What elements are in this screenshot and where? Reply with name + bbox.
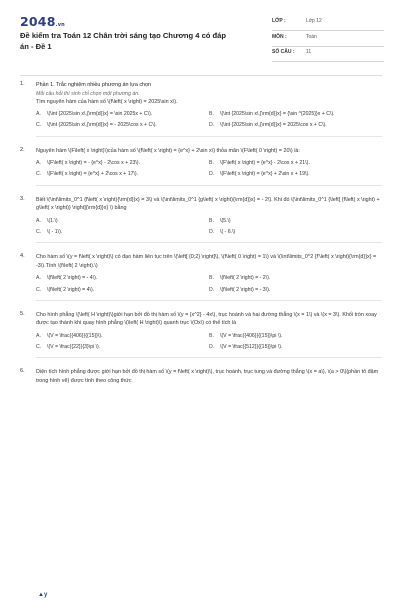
option-a[interactable]: A. \(F\left( x \right) = - {e^x} - 2\cos x + 23\). xyxy=(36,160,140,167)
option-b[interactable]: B. \(f\left( 2 \right) = - 2\). xyxy=(209,275,271,282)
question-number: 6. xyxy=(20,368,25,375)
option-c[interactable]: C. \(F\left( x \right) = {e^x} + 2\cos x + 17\). xyxy=(36,171,139,178)
question-text: Biết \(\int\limits_0^1 {f\left( x \right){\rm{d}}x} = 3\) và \(\int\limits_0^1 {g\left( x \right){\rm{d}}x} = - 2\). Khi đó \(\int\limits_0^1 {\left[ {f\left( x \right) + g\left( x \right)} \right]{\rm{d}}x} \) bằng xyxy=(36,196,380,212)
logo-main: 2048 xyxy=(20,14,56,29)
option-c[interactable]: C. \(V = \frac{{22}}{3}\pi \). xyxy=(36,344,101,351)
document-title: Đề kiểm tra Toán 12 Chân trời sáng tạo Chương 4 có đáp án - Đề 1 xyxy=(20,31,227,51)
section-instruction: Mỗi câu hỏi thí sinh chỉ chọn một phương án. xyxy=(36,90,140,97)
question-5 xyxy=(20,311,382,359)
option-b[interactable]: B. \(V = \frac{{406}}{{15}}\pi \). xyxy=(209,332,283,339)
question-text: Cho hình phẳng \(\left( H \right)\)giới hạn bởi đồ thị hàm số \(y = {x^2} - 4x\), trục hoành và hai đường thẳng \(x = 1\) và \(x = 3\). Khối tròn xoay được tạo thành khi quay hình phẳng \(\left( H \right)\) quanh trục \(Ox\) có thể tích là xyxy=(36,311,377,327)
option-d[interactable]: D. \( - 6.\) xyxy=(209,228,236,235)
option-d[interactable]: D. \(f\left( 2 \right) = - 3\). xyxy=(209,286,271,293)
meta-key: SỐ CÂU : xyxy=(272,49,295,55)
option-c[interactable]: C. \(f\left( 2 \right) = 4\). xyxy=(36,286,95,293)
answer-options xyxy=(36,110,382,129)
question-divider xyxy=(36,357,382,358)
option-b[interactable]: B. \(\int {2025\sin x\,{\rm{d}}x} = {\sin ^{2025}}x + C\). xyxy=(209,111,335,118)
question-number: 2. xyxy=(20,146,25,153)
question-number: 3. xyxy=(20,195,25,202)
logo-tld: .vn xyxy=(55,22,65,28)
section-heading: Phần 1. Trắc nghiệm nhiều phương án lựa chọn xyxy=(36,82,152,88)
question-number: 5. xyxy=(20,310,25,317)
meta-row-subject xyxy=(272,32,384,47)
question-4 xyxy=(20,253,382,301)
option-b[interactable]: B. \(F\left( x \right) = {e^x} - 2\cos x + 21\). xyxy=(209,160,310,167)
meta-value: Toán xyxy=(306,33,317,40)
option-a[interactable]: A. \(f\left( 2 \right) = - 4\). xyxy=(36,275,98,282)
question-divider xyxy=(36,300,382,301)
meta-row-class xyxy=(272,16,384,31)
option-c[interactable]: C. \( - 1\). xyxy=(36,228,63,235)
option-b[interactable]: B. \(5.\) xyxy=(209,217,231,224)
option-a[interactable]: A. \(1.\) xyxy=(36,217,58,224)
figure-axis-y-label: ▲y xyxy=(38,592,48,598)
option-d[interactable]: D. \(V = \frac{{512}}{{15}}\pi \). xyxy=(209,344,283,351)
question-3 xyxy=(20,196,382,244)
figure-arrow-icon: ▲ xyxy=(38,592,44,598)
question-divider xyxy=(36,185,382,186)
option-a[interactable]: A. \(\int {2025\sin x\,{\rm{d}}x} = \sin 2025x + C\). xyxy=(36,111,153,118)
answer-options xyxy=(36,332,382,351)
option-a[interactable]: A. \(V = \frac{{406}}{{15}}\). xyxy=(36,332,103,339)
question-6 xyxy=(20,368,382,385)
answer-options xyxy=(36,274,382,293)
header-divider xyxy=(20,75,382,76)
question-text: Cho hàm số \(y = f\left( x \right)\) có đạo hàm liên tục trên \(\left[ {0;2} \right]\), \(f\left( 0 \right) = 1\) và \(\int\limits_0^2 {f'\left( x \right){\rm{d}}x} = -3\).Tính \(f\left( 2 \right).\) xyxy=(36,254,377,269)
question-divider xyxy=(36,136,382,137)
question-number: 1. xyxy=(20,81,25,87)
meta-row-count xyxy=(272,47,384,62)
option-d[interactable]: D. \(\int {2025\sin x\,{\rm{d}}x} = 2025\cos x + C\). xyxy=(209,122,327,129)
questions-list xyxy=(20,81,382,396)
document-header xyxy=(20,14,382,62)
site-logo[interactable] xyxy=(20,14,65,29)
question-2 xyxy=(20,147,382,186)
answer-options xyxy=(36,217,382,236)
option-d[interactable]: D. \(F\left( x \right) = {e^x} + 2\sin x + 19\). xyxy=(209,171,310,178)
question-text: Nguyên hàm \(F\left( x \right)\)của hàm số \(f\left( x \right) = {e^x} + 2\sin x\) thỏa mãn \(F\left( 0 \right) = 20\) là: xyxy=(36,147,300,154)
meta-value: Lớp 12 xyxy=(306,18,322,24)
question-text: Tìm nguyên hàm của hàm số \(f\left( x \right) = 2025\sin x\). xyxy=(36,98,178,105)
meta-value: 11 xyxy=(306,49,312,55)
question-divider xyxy=(36,242,382,243)
question-number: 4. xyxy=(20,253,25,260)
question-1 xyxy=(20,81,382,137)
meta-key: LỚP : xyxy=(272,18,286,24)
answer-options xyxy=(36,159,382,178)
question-text: Diện tích hình phẳng được giới hạn bởi đồ thị hàm số \(y = f\left( x \right)\), trục hoành, trục tung và đường thẳng \(x = a\), \(a > 0\)(phần tô đậm trong hình vẽ) được tính theo công thức xyxy=(36,369,379,384)
meta-table xyxy=(272,16,384,63)
option-c[interactable]: C. \(\int {2025\sin x\,{\rm{d}}x} = - 2025\cos x + C\). xyxy=(36,122,157,129)
meta-key: MÔN : xyxy=(272,33,287,40)
